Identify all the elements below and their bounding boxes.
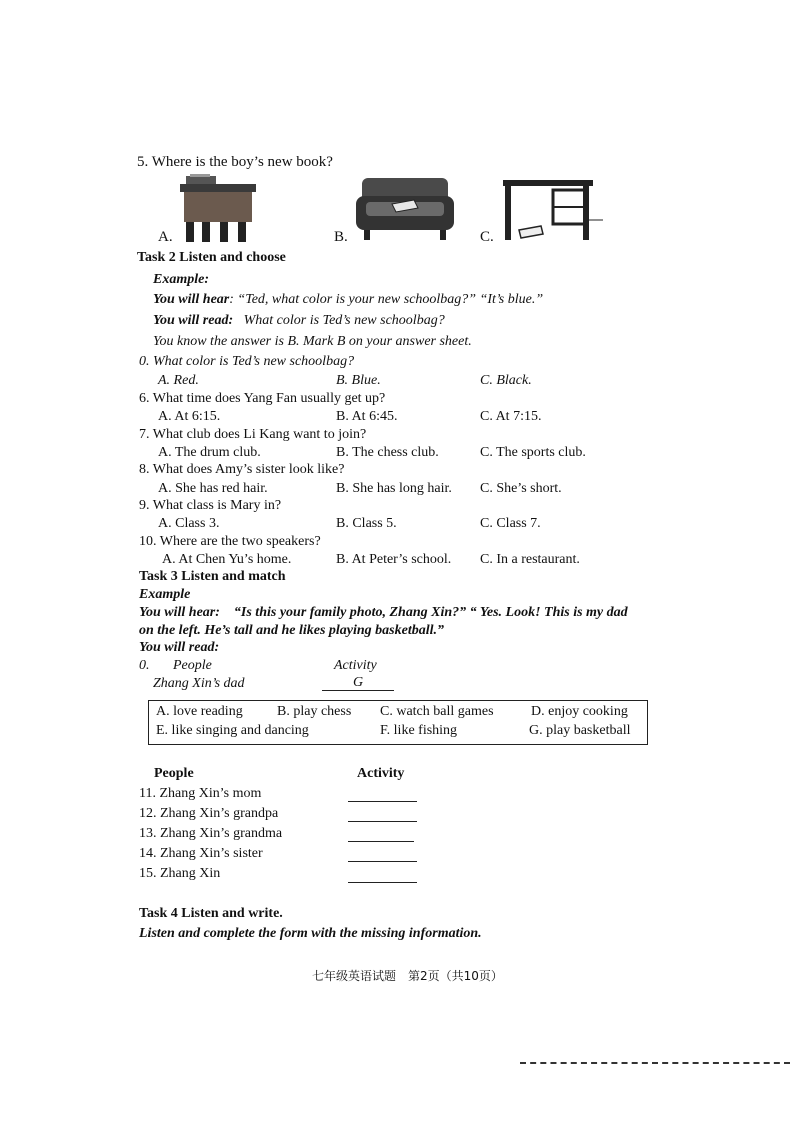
task3-heading: Task 3 Listen and match [139, 569, 286, 584]
item-12: 12. Zhang Xin’s grandpa [139, 806, 279, 821]
q0-option-c: C. Black. [480, 373, 532, 388]
example-answer: G [353, 675, 364, 690]
q10-option-a: A. At Chen Yu’s home. [162, 552, 292, 567]
q8-option-a: A. She has red hair. [158, 481, 268, 496]
task3-hear-label: You will hear: [139, 605, 220, 620]
answer-line-14[interactable] [348, 861, 417, 862]
example-number: 0. [139, 658, 150, 673]
sofa-with-book-image [356, 176, 454, 242]
option-b-activity: B. play chess [277, 704, 352, 719]
q0-option-a: A. Red. [158, 373, 199, 388]
task2-hear-line [153, 293, 543, 307]
option-c-activity: C. watch ball games [380, 704, 494, 719]
read-text: What color is Ted’s new schoolbag? [243, 313, 445, 328]
q6-option-c: C. At 7:15. [480, 409, 542, 424]
desk-with-book-image [176, 174, 260, 244]
question-6: 6. What time does Yang Fan usually get up? [139, 391, 386, 406]
question-10: 10. Where are the two speakers? [139, 534, 321, 549]
option-a-activity: A. love reading [156, 704, 243, 719]
task2-example-label: Example: [153, 272, 209, 287]
answer-line-11[interactable] [348, 801, 417, 802]
q9-option-a: A. Class 3. [158, 516, 220, 531]
item-14: 14. Zhang Xin’s sister [139, 846, 263, 861]
option-e-activity: E. like singing and dancing [156, 723, 309, 738]
option-b-label: B. [334, 229, 348, 245]
table-book-floor-image [501, 180, 607, 242]
q6-option-a: A. At 6:15. [158, 409, 221, 424]
task3-read-label: You will read: [139, 640, 220, 655]
q9-option-b: B. Class 5. [336, 516, 397, 531]
task3-example-label: Example [139, 587, 191, 602]
q0-option-b: B. Blue. [336, 373, 381, 388]
task2-heading: Task 2 Listen and choose [137, 250, 286, 265]
task3-hear-text-1: “Is this your family photo, Zhang Xin?” “ Yes. Look! This is my dad [233, 605, 628, 620]
answer-line-15[interactable] [348, 882, 417, 883]
example-person: Zhang Xin’s dad [153, 676, 245, 691]
read-label: You will read: [153, 313, 234, 328]
item-15: 15. Zhang Xin [139, 866, 221, 881]
q7-option-a: A. The drum club. [158, 445, 261, 460]
example-col-activity: Activity [334, 658, 377, 673]
task2-know-text: You know the answer is B. Mark B on your answer sheet. [153, 334, 472, 349]
hear-text: : “Ted, what color is your new schoolbag?” “It’s blue.” [229, 292, 544, 307]
col-activity-heading: Activity [357, 766, 405, 781]
option-f-activity: F. like fishing [380, 723, 458, 738]
task2-read-line [153, 314, 445, 328]
task3-hear-text-2: on the left. He’s tall and he likes playing basketball.” [139, 623, 445, 638]
question-7: 7. What club does Li Kang want to join? [139, 427, 367, 442]
option-c-label: C. [480, 229, 494, 245]
question-9: 9. What class is Mary in? [139, 498, 282, 513]
question-0: 0. What color is Ted’s new schoolbag? [139, 354, 355, 369]
item-11: 11. Zhang Xin’s mom [139, 786, 262, 801]
task3-hear-line [139, 606, 628, 620]
q7-option-c: C. The sports club. [480, 445, 586, 460]
answer-line-13[interactable] [348, 841, 414, 842]
item-13: 13. Zhang Xin’s grandma [139, 826, 283, 841]
q8-option-b: B. She has long hair. [336, 481, 452, 496]
q9-option-c: C. Class 7. [480, 516, 541, 531]
hear-label: You will hear [153, 292, 230, 307]
task4-instruction: Listen and complete the form with the missing information. [139, 926, 482, 941]
example-answer-line [322, 690, 394, 691]
q10-option-c: C. In a restaurant. [480, 552, 580, 567]
col-people-heading: People [154, 766, 194, 781]
example-col-people: People [173, 658, 212, 673]
option-g-activity: G. play basketball [529, 723, 631, 738]
page-footer: 七年级英语试题 第2页（共10页） [312, 969, 503, 983]
q7-option-b: B. The chess club. [336, 445, 439, 460]
question-5: 5. Where is the boy’s new book? [137, 154, 333, 170]
q6-option-b: B. At 6:45. [336, 409, 398, 424]
question-8: 8. What does Amy’s sister look like? [139, 462, 345, 477]
cut-line [520, 1062, 790, 1064]
option-a-label: A. [158, 229, 173, 245]
option-d-activity: D. enjoy cooking [531, 704, 628, 719]
q8-option-c: C. She’s short. [480, 481, 562, 496]
q10-option-b: B. At Peter’s school. [336, 552, 452, 567]
answer-line-12[interactable] [348, 821, 417, 822]
task4-heading: Task 4 Listen and write. [139, 906, 283, 921]
